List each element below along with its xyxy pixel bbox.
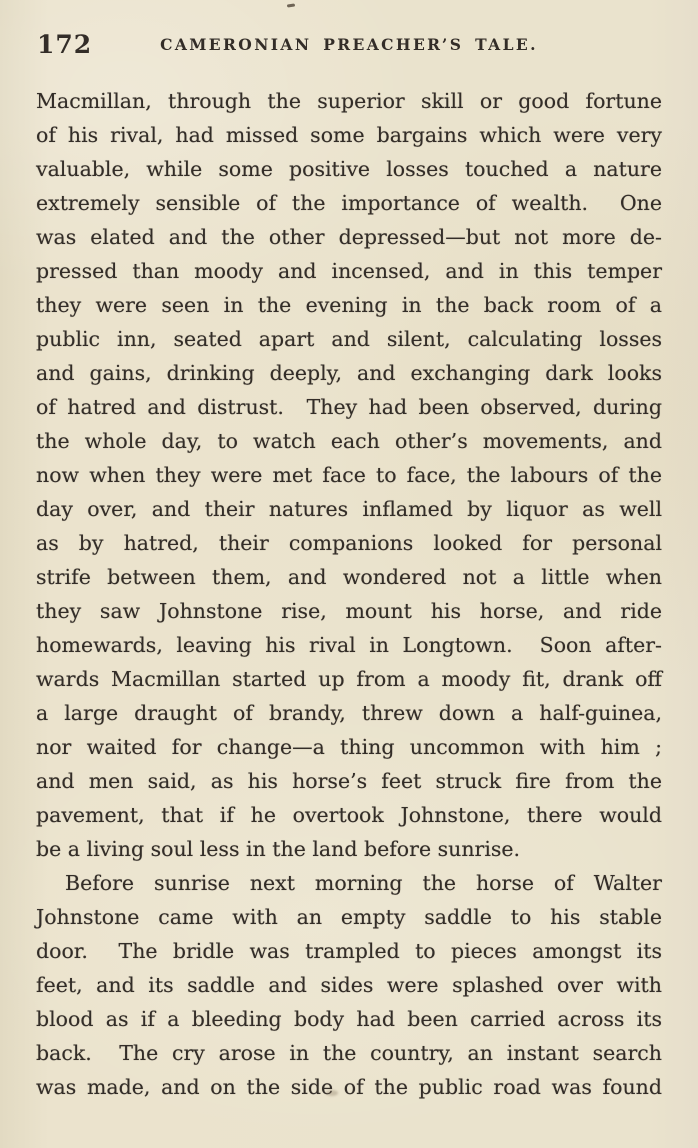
text-line: wards Macmillan started up from a moody fit, drank off <box>36 667 662 691</box>
text-line: Before sunrise next morning the horse of Walter <box>65 871 662 895</box>
text-line: feet, and its saddle and sides were splashed over with <box>36 973 662 997</box>
text-line: strife between them, and wondered not a little when <box>36 565 662 589</box>
text-line: day over, and their natures inflamed by liquor as well <box>36 497 662 521</box>
running-title: CAMERONIAN PREACHER’S TALE. <box>160 35 538 54</box>
text-line: Macmillan, through the superior skill or good fortune <box>36 89 662 113</box>
text-line: they were seen in the evening in the back room of a <box>36 293 662 317</box>
text-line: door. The bridle was trampled to pieces amongst its <box>36 939 662 963</box>
text-line: Johnstone came with an empty saddle to his stable <box>36 905 662 929</box>
page-body <box>36 84 662 1104</box>
text-line: of hatred and distrust. They had been observed, during <box>36 395 662 419</box>
text-line: now when they were met face to face, the labours of the <box>36 463 662 487</box>
text-line: valuable, while some positive losses touched a nature <box>36 157 662 181</box>
text-line: they saw Johnstone rise, mount his horse, and ride <box>36 599 662 623</box>
text-line: a large draught of brandy, threw down a half-guinea, <box>36 701 662 725</box>
text-line: back. The cry arose in the country, an instant search <box>36 1041 662 1065</box>
page-header <box>36 30 662 60</box>
text-line: was elated and the other depressed—but not more de- <box>36 225 662 249</box>
text-line: nor waited for change—a thing uncommon with him ; <box>36 735 662 759</box>
text-line: and men said, as his horse’s feet struck fire from the <box>36 769 662 793</box>
paragraph <box>36 866 662 1104</box>
paragraph <box>36 84 662 866</box>
scan-speck-top <box>287 3 295 7</box>
text-line: pavement, that if he overtook Johnstone, there would <box>36 803 662 827</box>
text-line: and gains, drinking deeply, and exchanging dark looks <box>36 361 662 385</box>
text-line: as by hatred, their companions looked for personal <box>36 531 662 555</box>
text-line: be a living soul less in the land before sunrise. <box>36 837 521 861</box>
text-line: homewards, leaving his rival in Longtown. Soon after- <box>36 633 662 657</box>
text-line: blood as if a bleeding body had been carried across its <box>36 1007 662 1031</box>
text-line: was made, and on the side of the public road was found <box>36 1075 662 1099</box>
text-line: the whole day, to watch each other’s movements, and <box>36 429 662 453</box>
text-line: extremely sensible of the importance of wealth. One <box>36 191 662 215</box>
text-line: public inn, seated apart and silent, calculating losses <box>36 327 662 351</box>
text-line: pressed than moody and incensed, and in this temper <box>36 259 662 283</box>
text-line: of his rival, had missed some bargains which were very <box>36 123 662 147</box>
page-number: 172 <box>37 30 93 59</box>
